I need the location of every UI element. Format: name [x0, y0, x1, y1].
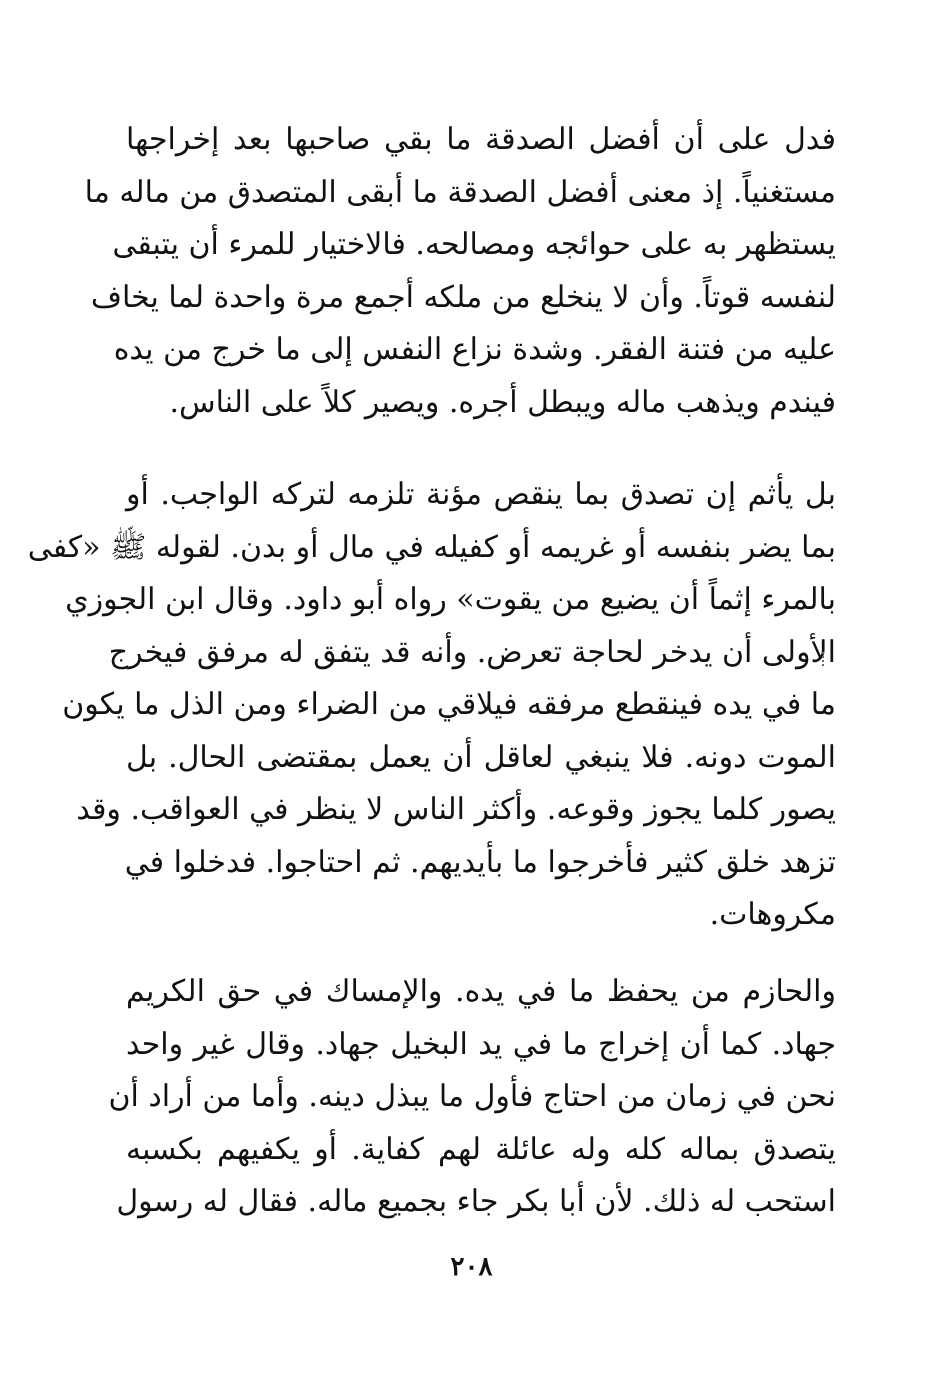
text-line: والحازم من يحفظ ما في يده. والإمساك في حق الكريم: [126, 974, 836, 1009]
text-line: الأولى أن يدخر لحاجة تعرض. وأنه قد يتفق له مرفق فيخرج: [108, 634, 836, 670]
text-line: يستظهر به على حوائجه ومصالحه. فالاختيار للمرء أن يتبقى: [112, 227, 836, 262]
text-line: عليه من فتنة الفقر. وشدة نزاع النفس إلى ما خرج من يده: [113, 332, 836, 367]
text-line: يتصدق بماله كله وله عائلة لهم كفاية. أو يكفيهم بكسبه: [126, 1131, 836, 1167]
text-line: يصور كلما يجوز وقوعه. وأكثر الناس لا ينظر في العواقب. وقد: [76, 792, 836, 827]
text-line: نحن في زمان من احتاج فأول ما يبذل دينه. وأما من أراد أن: [108, 1079, 836, 1114]
page-number: ٢٠٨: [450, 1252, 493, 1282]
text-line: بل يأثم إن تصدق بما ينقص مؤنة تلزمه لتركه الواجب. أو: [126, 477, 836, 512]
margin-mark: [822, 652, 830, 666]
text-line: ما في يده فينقطع مرفقه فيلاقي من الضراء ومن الذل ما يكون: [62, 687, 836, 722]
text-line: بما يضر بنفسه أو غريمه أو كفيله في مال أو بدن. لقوله ﷺ «كفى: [27, 529, 836, 565]
text-line: لنفسه قوتاً. وأن لا ينخلع من ملكه أجمع مرة واحدة لما يخاف: [90, 279, 836, 315]
paragraph-3: [108, 966, 836, 1229]
paragraph-1: [84, 114, 836, 429]
text-line: فيندم ويذهب ماله ويبطل أجره. ويصير كلاً على الناس.: [169, 384, 836, 420]
text-line: فدل على أن أفضل الصدقة ما بقي صاحبها بعد إخراجها: [126, 122, 836, 157]
text-line: بالمرء إثماً أن يضيع من يقوت» رواه أبو داود. وقال ابن الجوزي: [65, 582, 836, 617]
text-line: تزهد خلق كثير فأخرجوا ما بأيديهم. ثم احتاجوا. فدخلوا في: [124, 844, 836, 880]
text-line: مستغنياً. إذ معنى أفضل الصدقة ما أبقى المتصدق من ماله ما: [84, 174, 836, 210]
text-line: جهاد. كما أن إخراج ما في يد البخيل جهاد. وقال غير واحد: [126, 1026, 836, 1062]
text-line: الموت دونه. فلا ينبغي لعاقل أن يعمل بمقتضى الحال. بل: [126, 739, 836, 775]
text-line: مكروهات.: [709, 897, 836, 932]
text-line: استحب له ذلك. لأن أبا بكر جاء بجميع ماله. فقال له رسول: [116, 1184, 836, 1219]
paragraph-2: [27, 469, 836, 942]
